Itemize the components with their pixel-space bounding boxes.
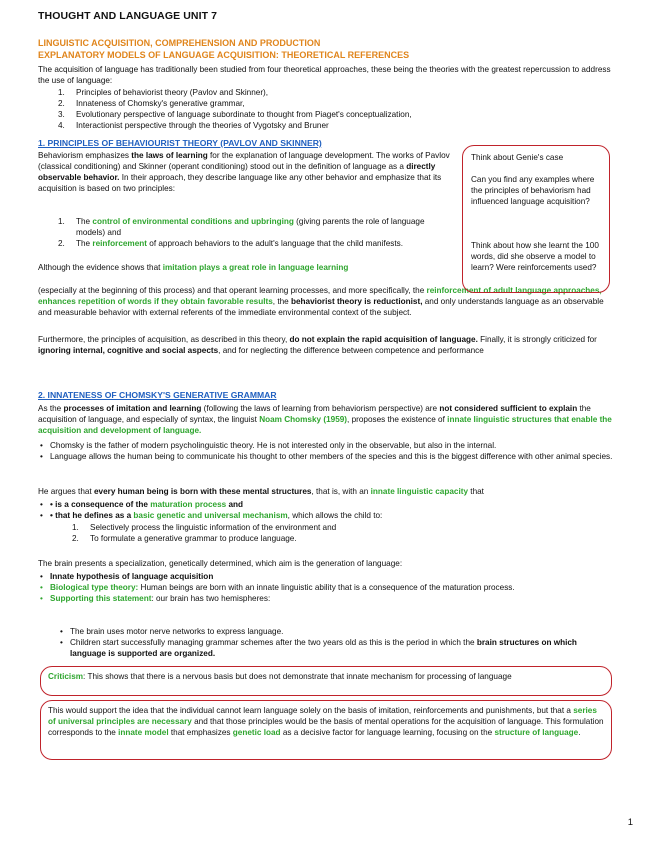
bullet-item: • Language allows the human being to communicate his thought to other members of the species and this is the biggest difference with other animal species. (40, 452, 613, 461)
genie-note-line-3: Think about how she learnt the 100 words, did she observe a model to learn? Were reinforcements used? (471, 241, 599, 272)
ability-item: 1. Selectively process the linguistic information of the environment and (72, 523, 337, 532)
criticism-paragraph: Furthermore, the principles of acquisition, as described in this theory, do not explain the rapid acquisition of language. Finally, it is strongly criticized for ignoring internal, cognitive and social aspects, and for neglecting the difference between competence and performance (38, 335, 597, 355)
section-1-heading: 1. PRINCIPLES OF BEHAVIOURIST THEORY (PAVLOV AND SKINNER) (38, 138, 322, 148)
chomsky-bullets (38, 440, 613, 462)
bullet-item: • Supporting this statement: our brain has two hemispheres: (40, 594, 271, 603)
innate-model-text: This would support the idea that the individual cannot learn language solely on the basis of imitation, reinforcements and punishments, but that a series of universal principles are necessary and that those principles would be the basis of mental operations for the acquisition of language. This formulation corresponds to the innate model that emphasizes genetic load as a decisive factor for language learning, focusing on the structure of language. (48, 706, 604, 737)
behaviorism-paragraph: Behaviorism emphasizes the laws of learning for the explanation of language development. The works of Pavlov (classical conditioning) and Skinner (operant conditioning) stood out in the definition of language as a directly observable behavior. In their approach, they describe language like any other behavior and emphasize that its acquisition is based on two principles: (38, 151, 450, 193)
sub-bullet-item: • The brain uses motor nerve networks to express language. (60, 627, 284, 636)
bullet-item: • • that he defines as a basic genetic and universal mechanism, which allows the child to: (40, 511, 383, 520)
approach-item: 1. Principles of behaviorist theory (Pavlov and Skinner), (58, 88, 269, 97)
hypothesis-bullets (38, 571, 613, 604)
section-subtitle: EXPLANATORY MODELS OF LANGUAGE ACQUISITION: THEORETICAL REFERENCES (38, 50, 410, 60)
approach-item: 3. Evolutionary perspective of language subordinate to thought from Piaget's conceptualization, (58, 110, 412, 119)
criticism-text: Criticism: This shows that there is a nervous basis but does not demonstrate that innate mechanism for processing of language (48, 672, 512, 681)
hemisphere-bullets (58, 626, 603, 659)
intro-paragraph: The acquisition of language has traditionally been studied from four theoretical approaches, these being the theories with the greatest repercussion to address the use of language: (38, 65, 611, 85)
running-header: THOUGHT AND LANGUAGE UNIT 7 (38, 10, 218, 22)
principle-item: 1. The control of environmental conditions and upbringing (giving parents the role of language models) and (58, 217, 425, 237)
page-number: 1 (627, 817, 633, 828)
approaches-list (58, 87, 558, 131)
imitation-paragraph-start: Although the evidence shows that imitation plays a great role in language learning (38, 263, 349, 272)
ability-item: 2. To formulate a generative grammar to produce language. (72, 534, 297, 543)
genie-note-line-2: Can you find any examples where the principles of behaviorism had influenced language acquisition? (471, 175, 595, 206)
sub-bullet-item: • Children start successfully managing grammar schemes after the two years old as this is the period in which the brain structures on which language is supported are organized. (60, 638, 577, 658)
genie-note-line-1: Think about Genie's case (471, 153, 564, 162)
principles-list (58, 216, 433, 249)
imitation-paragraph: (especially at the beginning of this process) and that operant learning processes, and more specifically, the reinforcement of adult language approaches, enhances repetition of words if they obtain favorable results, the behaviorist theory is reductionist, and only understands language as an observable and measurable behavior with external referents of the immediate environmental context of the subject. (38, 286, 604, 317)
approach-item: 4. Interactionist perspective through the theories of Vygotsky and Bruner (58, 121, 329, 130)
approach-item: 2. Innateness of Chomsky's generative grammar, (58, 99, 245, 108)
innate-capacity-paragraph: He argues that every human being is born with these mental structures, that is, with an innate linguistic capacity that (38, 487, 484, 496)
bullet-item: • Chomsky is the father of modern psycholinguistic theory. He is not interested only in the observable, but also in the internal. (40, 441, 497, 450)
bullet-item: • Innate hypothesis of language acquisition (40, 572, 214, 581)
capacity-bullets (38, 499, 613, 521)
section-2-heading: 2. INNATENESS OF CHOMSKY'S GENERATIVE GRAMMAR (38, 390, 277, 400)
bullet-item: • Biological type theory: Human beings are born with an innate linguistic ability that is a consequence of the maturation process. (40, 583, 515, 592)
principle-item: 2. The reinforcement of approach behaviors to the adult's language that the child manifests. (58, 239, 403, 248)
brain-paragraph: The brain presents a specialization, genetically determined, which aim is the generation of language: (38, 559, 403, 568)
child-abilities-list (72, 522, 572, 544)
section-title: LINGUISTIC ACQUISITION, COMPREHENSION AND PRODUCTION (38, 38, 321, 48)
chomsky-paragraph: As the processes of imitation and learning (following the laws of learning from behaviorism perspective) are not considered sufficient to explain the acquisition of language, and especially of syntax, the linguist Noam Chomsky (1959), proposes the existence of innate linguistic structures that enable the acquisition and development of language. (38, 404, 612, 435)
bullet-item: • • is a consequence of the maturation process and (40, 500, 244, 509)
